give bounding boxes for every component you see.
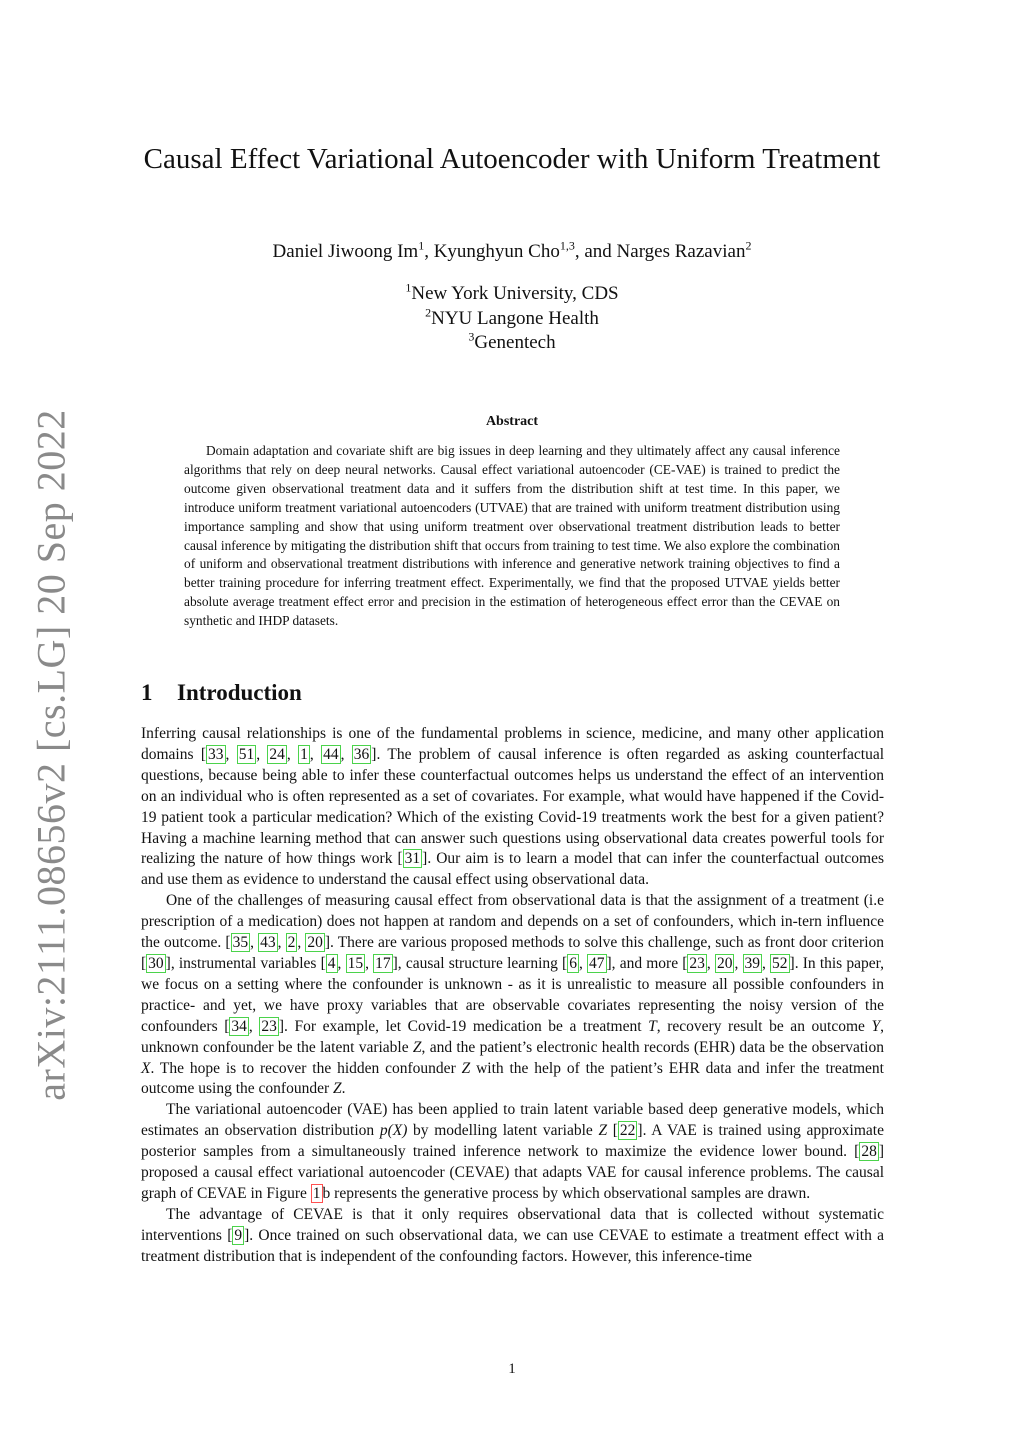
citation-link[interactable]: 51 (238, 745, 255, 763)
paragraph-1: Inferring causal relationships is one of the fundamental problems in science, medicine, and many other application domains [ 33 , 51 , 24 , 1 , 44 , 36 ]. The problem of causal inference is often regarded as asking counterfactual questions, because being able to infer these counterfactual outcomes helps us understand the effect of an intervention on an individual who is often represented as a set of covariates. For example, what would have happened if the Covid-19 patient took a particular medication? Which of the existing Covid-19 treatments work the best for a given patient? Having a machine learning method that can answer such questions using observational data creates powerful tools for realizing the nature of how things work [ 31 ]. Our aim is to learn a model that can infer the counterfactual outcomes and use them as evidence to understand the causal effect using observational data. (141, 725, 885, 889)
author-3-affil: 2 (745, 238, 752, 253)
citation-link[interactable]: 23 (689, 954, 705, 972)
paper-title: Causal Effect Variational Autoencoder with Uniform Treatment (143, 143, 881, 175)
arxiv-identifier (26, 409, 76, 1101)
citation-link[interactable]: 36 (353, 745, 370, 763)
citation-link[interactable]: 28 (861, 1143, 877, 1161)
section-title: Introduction (177, 680, 302, 705)
citation-link[interactable]: 30 (148, 954, 164, 972)
citation-link[interactable]: 24 (269, 745, 285, 763)
citation-link[interactable]: 22 (619, 1122, 636, 1140)
citation-link[interactable]: 17 (375, 954, 391, 972)
affiliation-2: $^2$NYU Langone Health (425, 305, 599, 329)
author-1-affil: 1 (418, 238, 425, 253)
figure-link[interactable]: 1 (312, 1184, 321, 1202)
citation-link[interactable]: 2 (287, 934, 296, 952)
citation-link[interactable]: 4 (327, 954, 336, 972)
citation-link[interactable]: 31 (404, 850, 421, 868)
citation-link[interactable]: 23 (261, 1017, 277, 1035)
affiliation-1: $^1$New York University, CDS (405, 280, 619, 304)
citation-link[interactable]: 43 (260, 934, 276, 952)
affiliation-3: $^3$Genentech (468, 329, 556, 353)
affiliation-list (140, 282, 884, 356)
citation-link[interactable]: 6 (569, 954, 577, 972)
math-variable: T (648, 1017, 657, 1035)
paragraph-4: The advantage of CEVAE is that it only requires observational data that is collected without systematic interventions [ 9 ]. Once trained on such observational data, we can use CEVAE to estimate a treatment effect with a treatment distribution that is independent of the confounding factors. However, this inference-time (141, 1205, 884, 1265)
citation-link[interactable]: 52 (772, 954, 788, 972)
abstract-heading: Abstract (485, 414, 539, 429)
section-heading (141, 680, 302, 706)
author-1: Daniel Jiwoong Im (272, 241, 419, 262)
section-number: 1 (141, 680, 153, 705)
arxiv-identifier-text: arXiv:2111.08656v2 [cs.LG] 20 Sep 2022 (28, 409, 74, 1101)
citation-link[interactable]: 34 (231, 1017, 247, 1035)
citation-link[interactable]: 15 (347, 954, 364, 972)
citation-link[interactable]: 47 (589, 954, 605, 972)
math-variable: Z (412, 1038, 422, 1056)
math-variable: Z (332, 1080, 342, 1098)
math-variable: Z (461, 1059, 471, 1077)
author-2: , Kyunghyun Cho (424, 241, 560, 262)
citation-link[interactable]: 9 (234, 1226, 243, 1244)
abstract-text: Domain adaptation and covariate shift are big issues in deep learning and they ultimately affect any causal inference algorithms that rely on deep neural networks. Causal effect variational autoencoder (CE-VAE) is trained to predict the outcome given observational treatment data and it suffers from the distribution shift at test time. In this paper, we introduce uniform treatment variational autoencoders (UTVAE) that are trained with uniform treatment distribution using importance sampling and show that using uniform treatment over observational treatment distribution leads to better causal inference by mitigating the distribution shift that occurs from training to test time. We also explore the combination of uniform and observational treatment distributions with inference and generative network training objectives to find a better training procedure for inferring treatment effect. Experimentally, we find that the proposed UTVAE yields better absolute average treatment effect error and precision in the estimation of heterogeneous effect error than the CEVAE on synthetic and IHDP datasets. (184, 443, 840, 629)
paragraph-3: The variational autoencoder (VAE) has been applied to train latent variable based deep generative models, which estimates an observation distribution p(X) by modelling latent variable Z [ 22 ]. A VAE is trained using approximate posterior samples from a simultaneously trained inference network to maximize the evidence lower bound. [ 28 ] proposed a causal effect variational autoencoder (CEVAE) that adapts VAE for causal inference problems. The causal graph of CEVAE in Figure 1 b represents the generative process by which observational samples are drawn. (141, 1101, 884, 1202)
introduction-body (141, 724, 884, 1268)
citation-link[interactable]: 33 (208, 745, 224, 763)
citation-link[interactable]: 44 (323, 745, 339, 763)
math-expression: p(X) (379, 1122, 408, 1140)
page-number: 1 (508, 1361, 516, 1377)
author-2-affil: 1,3 (559, 238, 575, 253)
author-3: , and Narges Razavian (574, 241, 746, 262)
math-variable: Z (598, 1122, 608, 1140)
math-variable: Y (871, 1017, 881, 1035)
author-list (140, 240, 884, 264)
citation-link[interactable]: 20 (716, 954, 733, 972)
citation-link[interactable]: 39 (744, 954, 760, 972)
math-variable: X (141, 1059, 151, 1077)
citation-link[interactable]: 35 (232, 934, 249, 952)
citation-link[interactable]: 20 (307, 934, 323, 952)
paragraph-2: One of the challenges of measuring causal effect from observational data is that the assignment of a treatment (i.e prescription of a medication) does not happen at random and depends on a set of confounders, which in-tern influence the outcome. [ 35 , 43 , 2 , 20 ]. There are various proposed methods to solve this challenge, such as front door criterion [ 30 ], instrumental variables [ 4 , 15 , 17 ], causal structure learning [ 6 , 47 ], and more [ 23 , 20 , 39 , 52 ]. In this paper, we focus on a setting where the confounder is unknown - as it is unrealistic to measure all possible confounders in practice- and yet, we have proxy variables that are observable covariates representing the noisy version of the confounders [ 34 , 23 ]. For example, let Covid-19 medication be a treatment T, recovery result be an outcome Y, unknown confounder be the latent variable Z, and the patient’s electronic health records (EHR) data be the observation X. The hope is to recover the hidden confounder Z with the help of the patient’s EHR data and infer the treatment outcome using the confounder Z. (141, 892, 885, 1098)
citation-link[interactable]: 1 (300, 745, 308, 763)
